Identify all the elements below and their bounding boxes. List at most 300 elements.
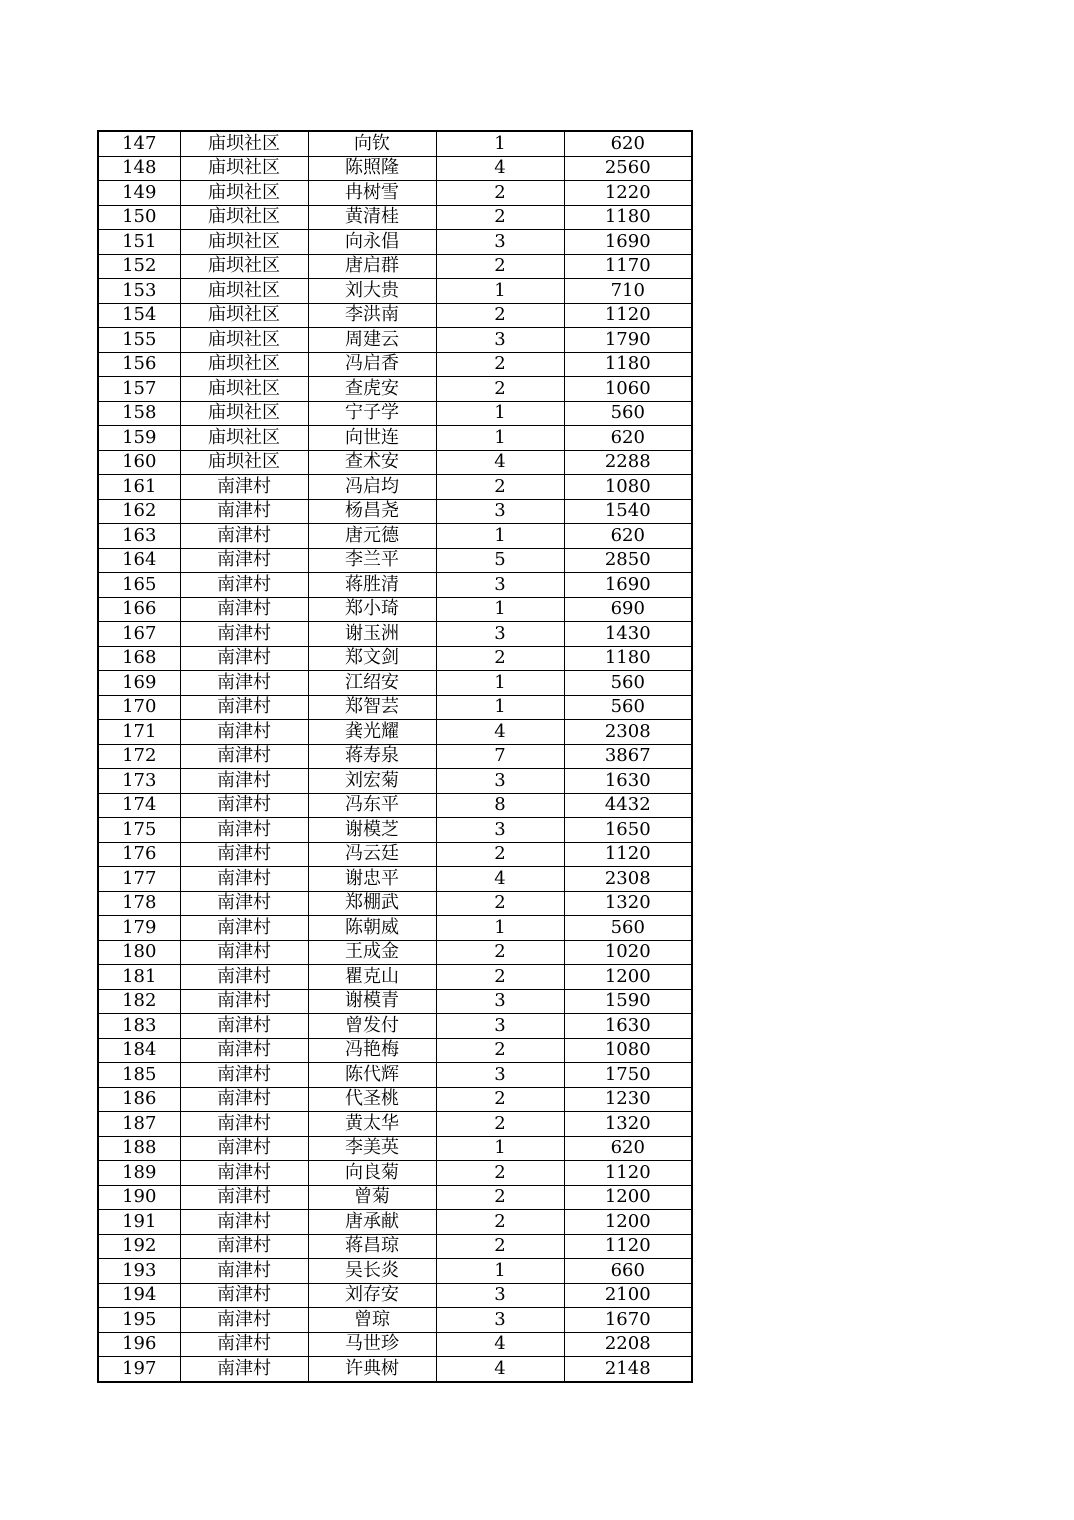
- village-cell: 南津村: [180, 548, 308, 573]
- village-cell: 南津村: [180, 524, 308, 549]
- name-cell: 向永倡: [308, 230, 436, 255]
- row-number-cell: 151: [98, 230, 180, 255]
- amount-cell: 1750: [564, 1063, 692, 1088]
- row-number-cell: 188: [98, 1136, 180, 1161]
- table-row: [98, 230, 692, 255]
- table-row: [98, 867, 692, 892]
- row-number-cell: 176: [98, 842, 180, 867]
- household-count-cell: 3: [436, 1014, 564, 1039]
- household-count-cell: 1: [436, 279, 564, 304]
- row-number-cell: 195: [98, 1308, 180, 1333]
- household-count-cell: 4: [436, 867, 564, 892]
- village-cell: 庙坝社区: [180, 352, 308, 377]
- household-count-cell: 2: [436, 1112, 564, 1137]
- village-cell: 南津村: [180, 695, 308, 720]
- village-cell: 庙坝社区: [180, 254, 308, 279]
- row-number-cell: 181: [98, 965, 180, 990]
- household-count-cell: 2: [436, 205, 564, 230]
- village-cell: 南津村: [180, 793, 308, 818]
- village-cell: 庙坝社区: [180, 181, 308, 206]
- amount-cell: 2308: [564, 720, 692, 745]
- table-row: [98, 695, 692, 720]
- village-cell: 南津村: [180, 1161, 308, 1186]
- household-count-cell: 4: [436, 720, 564, 745]
- table-row: [98, 916, 692, 941]
- amount-cell: 1180: [564, 646, 692, 671]
- household-count-cell: 3: [436, 1283, 564, 1308]
- row-number-cell: 173: [98, 769, 180, 794]
- household-count-cell: 2: [436, 303, 564, 328]
- amount-cell: 1120: [564, 1234, 692, 1259]
- amount-cell: 1080: [564, 475, 692, 500]
- name-cell: 李美英: [308, 1136, 436, 1161]
- village-cell: 南津村: [180, 818, 308, 843]
- amount-cell: 4432: [564, 793, 692, 818]
- name-cell: 黄清桂: [308, 205, 436, 230]
- table-row: [98, 1063, 692, 1088]
- name-cell: 吴长炎: [308, 1259, 436, 1284]
- village-cell: 庙坝社区: [180, 450, 308, 475]
- name-cell: 瞿克山: [308, 965, 436, 990]
- village-cell: 南津村: [180, 744, 308, 769]
- amount-cell: 2100: [564, 1283, 692, 1308]
- village-cell: 南津村: [180, 720, 308, 745]
- amount-cell: 1220: [564, 181, 692, 206]
- name-cell: 冉树雪: [308, 181, 436, 206]
- row-number-cell: 167: [98, 622, 180, 647]
- village-cell: 南津村: [180, 916, 308, 941]
- household-count-cell: 2: [436, 1038, 564, 1063]
- name-cell: 蒋昌琼: [308, 1234, 436, 1259]
- household-count-cell: 4: [436, 450, 564, 475]
- household-count-cell: 1: [436, 131, 564, 156]
- table-row: [98, 597, 692, 622]
- household-count-cell: 2: [436, 254, 564, 279]
- village-cell: 南津村: [180, 769, 308, 794]
- row-number-cell: 159: [98, 426, 180, 451]
- amount-cell: 620: [564, 131, 692, 156]
- row-number-cell: 166: [98, 597, 180, 622]
- name-cell: 刘大贵: [308, 279, 436, 304]
- name-cell: 谢模青: [308, 989, 436, 1014]
- amount-cell: 1120: [564, 842, 692, 867]
- village-cell: 庙坝社区: [180, 401, 308, 426]
- amount-cell: 560: [564, 916, 692, 941]
- table-row: [98, 1332, 692, 1357]
- table-row: [98, 989, 692, 1014]
- table-row: [98, 131, 692, 156]
- amount-cell: 560: [564, 695, 692, 720]
- village-cell: 南津村: [180, 499, 308, 524]
- household-count-cell: 1: [436, 426, 564, 451]
- name-cell: 杨昌尧: [308, 499, 436, 524]
- household-count-cell: 3: [436, 499, 564, 524]
- amount-cell: 1630: [564, 769, 692, 794]
- table-row: [98, 1038, 692, 1063]
- row-number-cell: 160: [98, 450, 180, 475]
- table-row: [98, 1136, 692, 1161]
- name-cell: 郑智芸: [308, 695, 436, 720]
- household-count-cell: 3: [436, 622, 564, 647]
- name-cell: 郑文剑: [308, 646, 436, 671]
- village-cell: 南津村: [180, 573, 308, 598]
- table-row: [98, 401, 692, 426]
- name-cell: 冯启香: [308, 352, 436, 377]
- table-row: [98, 156, 692, 181]
- table-row: [98, 622, 692, 647]
- name-cell: 蒋寿泉: [308, 744, 436, 769]
- row-number-cell: 155: [98, 328, 180, 353]
- household-count-cell: 1: [436, 916, 564, 941]
- table-row: [98, 499, 692, 524]
- table-row: [98, 818, 692, 843]
- name-cell: 郑棚武: [308, 891, 436, 916]
- name-cell: 谢忠平: [308, 867, 436, 892]
- amount-cell: 1670: [564, 1308, 692, 1333]
- amount-cell: 1200: [564, 1185, 692, 1210]
- table-row: [98, 940, 692, 965]
- household-count-cell: 2: [436, 646, 564, 671]
- name-cell: 曾菊: [308, 1185, 436, 1210]
- village-cell: 南津村: [180, 1210, 308, 1235]
- household-count-cell: 3: [436, 769, 564, 794]
- table-row: [98, 573, 692, 598]
- row-number-cell: 177: [98, 867, 180, 892]
- household-count-cell: 2: [436, 1087, 564, 1112]
- name-cell: 冯艳梅: [308, 1038, 436, 1063]
- household-count-cell: 1: [436, 1136, 564, 1161]
- village-cell: 南津村: [180, 1112, 308, 1137]
- household-count-cell: 3: [436, 328, 564, 353]
- household-count-cell: 2: [436, 842, 564, 867]
- village-cell: 庙坝社区: [180, 205, 308, 230]
- village-cell: 南津村: [180, 1063, 308, 1088]
- amount-cell: 1170: [564, 254, 692, 279]
- name-cell: 代圣桃: [308, 1087, 436, 1112]
- table-row: [98, 450, 692, 475]
- amount-cell: 3867: [564, 744, 692, 769]
- household-count-cell: 1: [436, 524, 564, 549]
- table-row: [98, 254, 692, 279]
- table-row: [98, 646, 692, 671]
- row-number-cell: 172: [98, 744, 180, 769]
- amount-cell: 710: [564, 279, 692, 304]
- table-row: [98, 1308, 692, 1333]
- household-count-cell: 1: [436, 671, 564, 696]
- row-number-cell: 156: [98, 352, 180, 377]
- table-row: [98, 548, 692, 573]
- village-cell: 庙坝社区: [180, 131, 308, 156]
- row-number-cell: 189: [98, 1161, 180, 1186]
- row-number-cell: 147: [98, 131, 180, 156]
- amount-cell: 1650: [564, 818, 692, 843]
- name-cell: 马世珍: [308, 1332, 436, 1357]
- village-cell: 南津村: [180, 1357, 308, 1382]
- household-count-cell: 2: [436, 1185, 564, 1210]
- amount-cell: 1590: [564, 989, 692, 1014]
- amount-cell: 1230: [564, 1087, 692, 1112]
- name-cell: 郑小琦: [308, 597, 436, 622]
- village-cell: 南津村: [180, 646, 308, 671]
- table-row: [98, 1185, 692, 1210]
- row-number-cell: 193: [98, 1259, 180, 1284]
- village-cell: 南津村: [180, 1283, 308, 1308]
- row-number-cell: 164: [98, 548, 180, 573]
- household-count-cell: 2: [436, 475, 564, 500]
- amount-cell: 1200: [564, 1210, 692, 1235]
- household-count-cell: 4: [436, 1357, 564, 1382]
- row-number-cell: 169: [98, 671, 180, 696]
- name-cell: 唐启群: [308, 254, 436, 279]
- row-number-cell: 171: [98, 720, 180, 745]
- name-cell: 冯启均: [308, 475, 436, 500]
- household-count-cell: 2: [436, 965, 564, 990]
- table-row: [98, 1210, 692, 1235]
- household-count-cell: 8: [436, 793, 564, 818]
- name-cell: 冯云廷: [308, 842, 436, 867]
- name-cell: 刘存安: [308, 1283, 436, 1308]
- household-count-cell: 5: [436, 548, 564, 573]
- table-row: [98, 328, 692, 353]
- amount-cell: 1540: [564, 499, 692, 524]
- amount-cell: 1690: [564, 230, 692, 255]
- row-number-cell: 179: [98, 916, 180, 941]
- row-number-cell: 197: [98, 1357, 180, 1382]
- amount-cell: 2148: [564, 1357, 692, 1382]
- village-cell: 庙坝社区: [180, 156, 308, 181]
- household-count-cell: 3: [436, 818, 564, 843]
- name-cell: 黄太华: [308, 1112, 436, 1137]
- row-number-cell: 196: [98, 1332, 180, 1357]
- table-row: [98, 524, 692, 549]
- name-cell: 向钦: [308, 131, 436, 156]
- name-cell: 王成金: [308, 940, 436, 965]
- amount-cell: 620: [564, 524, 692, 549]
- table-row: [98, 279, 692, 304]
- village-cell: 南津村: [180, 842, 308, 867]
- amount-cell: 1200: [564, 965, 692, 990]
- row-number-cell: 148: [98, 156, 180, 181]
- table-row: [98, 1283, 692, 1308]
- household-count-cell: 4: [436, 1332, 564, 1357]
- village-cell: 南津村: [180, 1136, 308, 1161]
- table-row: [98, 891, 692, 916]
- name-cell: 陈照隆: [308, 156, 436, 181]
- table-row: [98, 377, 692, 402]
- household-count-cell: 3: [436, 1063, 564, 1088]
- table-row: [98, 352, 692, 377]
- name-cell: 蒋胜清: [308, 573, 436, 598]
- household-count-cell: 2: [436, 181, 564, 206]
- table-row: [98, 1234, 692, 1259]
- household-count-cell: 2: [436, 1161, 564, 1186]
- row-number-cell: 150: [98, 205, 180, 230]
- name-cell: 刘宏菊: [308, 769, 436, 794]
- table-row: [98, 720, 692, 745]
- row-number-cell: 153: [98, 279, 180, 304]
- amount-cell: 1120: [564, 303, 692, 328]
- amount-cell: 2208: [564, 1332, 692, 1357]
- row-number-cell: 163: [98, 524, 180, 549]
- amount-cell: 1430: [564, 622, 692, 647]
- household-count-cell: 2: [436, 1234, 564, 1259]
- name-cell: 谢模芝: [308, 818, 436, 843]
- village-cell: 庙坝社区: [180, 279, 308, 304]
- household-count-cell: 1: [436, 695, 564, 720]
- table-body: [98, 131, 692, 1382]
- table-row: [98, 744, 692, 769]
- household-count-cell: 3: [436, 989, 564, 1014]
- row-number-cell: 175: [98, 818, 180, 843]
- name-cell: 许典树: [308, 1357, 436, 1382]
- household-count-cell: 4: [436, 156, 564, 181]
- village-cell: 南津村: [180, 989, 308, 1014]
- row-number-cell: 168: [98, 646, 180, 671]
- household-count-cell: 2: [436, 1210, 564, 1235]
- row-number-cell: 192: [98, 1234, 180, 1259]
- village-cell: 南津村: [180, 671, 308, 696]
- village-cell: 庙坝社区: [180, 377, 308, 402]
- amount-cell: 660: [564, 1259, 692, 1284]
- row-number-cell: 152: [98, 254, 180, 279]
- village-cell: 南津村: [180, 1234, 308, 1259]
- table-row: [98, 181, 692, 206]
- village-cell: 南津村: [180, 1308, 308, 1333]
- household-count-cell: 2: [436, 940, 564, 965]
- name-cell: 向世连: [308, 426, 436, 451]
- table-row: [98, 1357, 692, 1382]
- row-number-cell: 162: [98, 499, 180, 524]
- name-cell: 江绍安: [308, 671, 436, 696]
- village-cell: 南津村: [180, 1185, 308, 1210]
- village-cell: 南津村: [180, 940, 308, 965]
- amount-cell: 1790: [564, 328, 692, 353]
- row-number-cell: 158: [98, 401, 180, 426]
- name-cell: 查术安: [308, 450, 436, 475]
- village-cell: 南津村: [180, 891, 308, 916]
- row-number-cell: 149: [98, 181, 180, 206]
- household-count-cell: 3: [436, 230, 564, 255]
- name-cell: 冯东平: [308, 793, 436, 818]
- village-cell: 南津村: [180, 1259, 308, 1284]
- amount-cell: 620: [564, 426, 692, 451]
- row-number-cell: 157: [98, 377, 180, 402]
- table-row: [98, 1259, 692, 1284]
- row-number-cell: 180: [98, 940, 180, 965]
- village-cell: 南津村: [180, 867, 308, 892]
- village-cell: 庙坝社区: [180, 230, 308, 255]
- amount-cell: 1180: [564, 205, 692, 230]
- data-table: [97, 130, 693, 1383]
- household-count-cell: 3: [436, 1308, 564, 1333]
- name-cell: 唐元德: [308, 524, 436, 549]
- household-count-cell: 3: [436, 573, 564, 598]
- row-number-cell: 182: [98, 989, 180, 1014]
- row-number-cell: 186: [98, 1087, 180, 1112]
- amount-cell: 1630: [564, 1014, 692, 1039]
- table-row: [98, 769, 692, 794]
- amount-cell: 1120: [564, 1161, 692, 1186]
- amount-cell: 2288: [564, 450, 692, 475]
- amount-cell: 1320: [564, 1112, 692, 1137]
- household-count-cell: 1: [436, 1259, 564, 1284]
- table-row: [98, 842, 692, 867]
- row-number-cell: 174: [98, 793, 180, 818]
- name-cell: 陈朝威: [308, 916, 436, 941]
- name-cell: 李洪南: [308, 303, 436, 328]
- row-number-cell: 154: [98, 303, 180, 328]
- name-cell: 谢玉洲: [308, 622, 436, 647]
- table-row: [98, 1112, 692, 1137]
- name-cell: 向良菊: [308, 1161, 436, 1186]
- household-count-cell: 7: [436, 744, 564, 769]
- household-count-cell: 2: [436, 352, 564, 377]
- row-number-cell: 170: [98, 695, 180, 720]
- table-row: [98, 671, 692, 696]
- amount-cell: 1080: [564, 1038, 692, 1063]
- table-row: [98, 205, 692, 230]
- table-row: [98, 475, 692, 500]
- amount-cell: 620: [564, 1136, 692, 1161]
- name-cell: 周建云: [308, 328, 436, 353]
- amount-cell: 1180: [564, 352, 692, 377]
- name-cell: 查虎安: [308, 377, 436, 402]
- table-row: [98, 793, 692, 818]
- row-number-cell: 187: [98, 1112, 180, 1137]
- table-row: [98, 965, 692, 990]
- village-cell: 南津村: [180, 1014, 308, 1039]
- name-cell: 宁子学: [308, 401, 436, 426]
- row-number-cell: 178: [98, 891, 180, 916]
- village-cell: 庙坝社区: [180, 328, 308, 353]
- name-cell: 李兰平: [308, 548, 436, 573]
- amount-cell: 2850: [564, 548, 692, 573]
- village-cell: 南津村: [180, 475, 308, 500]
- household-count-cell: 2: [436, 891, 564, 916]
- amount-cell: 1320: [564, 891, 692, 916]
- amount-cell: 1020: [564, 940, 692, 965]
- amount-cell: 560: [564, 671, 692, 696]
- village-cell: 南津村: [180, 1332, 308, 1357]
- row-number-cell: 191: [98, 1210, 180, 1235]
- village-cell: 南津村: [180, 965, 308, 990]
- amount-cell: 2560: [564, 156, 692, 181]
- table-row: [98, 1161, 692, 1186]
- amount-cell: 1060: [564, 377, 692, 402]
- village-cell: 南津村: [180, 1087, 308, 1112]
- name-cell: 曾发付: [308, 1014, 436, 1039]
- village-cell: 庙坝社区: [180, 303, 308, 328]
- row-number-cell: 185: [98, 1063, 180, 1088]
- household-count-cell: 1: [436, 597, 564, 622]
- table-row: [98, 1014, 692, 1039]
- village-cell: 庙坝社区: [180, 426, 308, 451]
- name-cell: 唐承献: [308, 1210, 436, 1235]
- row-number-cell: 184: [98, 1038, 180, 1063]
- name-cell: 龚光耀: [308, 720, 436, 745]
- village-cell: 南津村: [180, 1038, 308, 1063]
- amount-cell: 560: [564, 401, 692, 426]
- table-row: [98, 426, 692, 451]
- table-row: [98, 303, 692, 328]
- household-count-cell: 1: [436, 401, 564, 426]
- table-row: [98, 1087, 692, 1112]
- amount-cell: 690: [564, 597, 692, 622]
- name-cell: 曾琼: [308, 1308, 436, 1333]
- row-number-cell: 183: [98, 1014, 180, 1039]
- row-number-cell: 161: [98, 475, 180, 500]
- name-cell: 陈代辉: [308, 1063, 436, 1088]
